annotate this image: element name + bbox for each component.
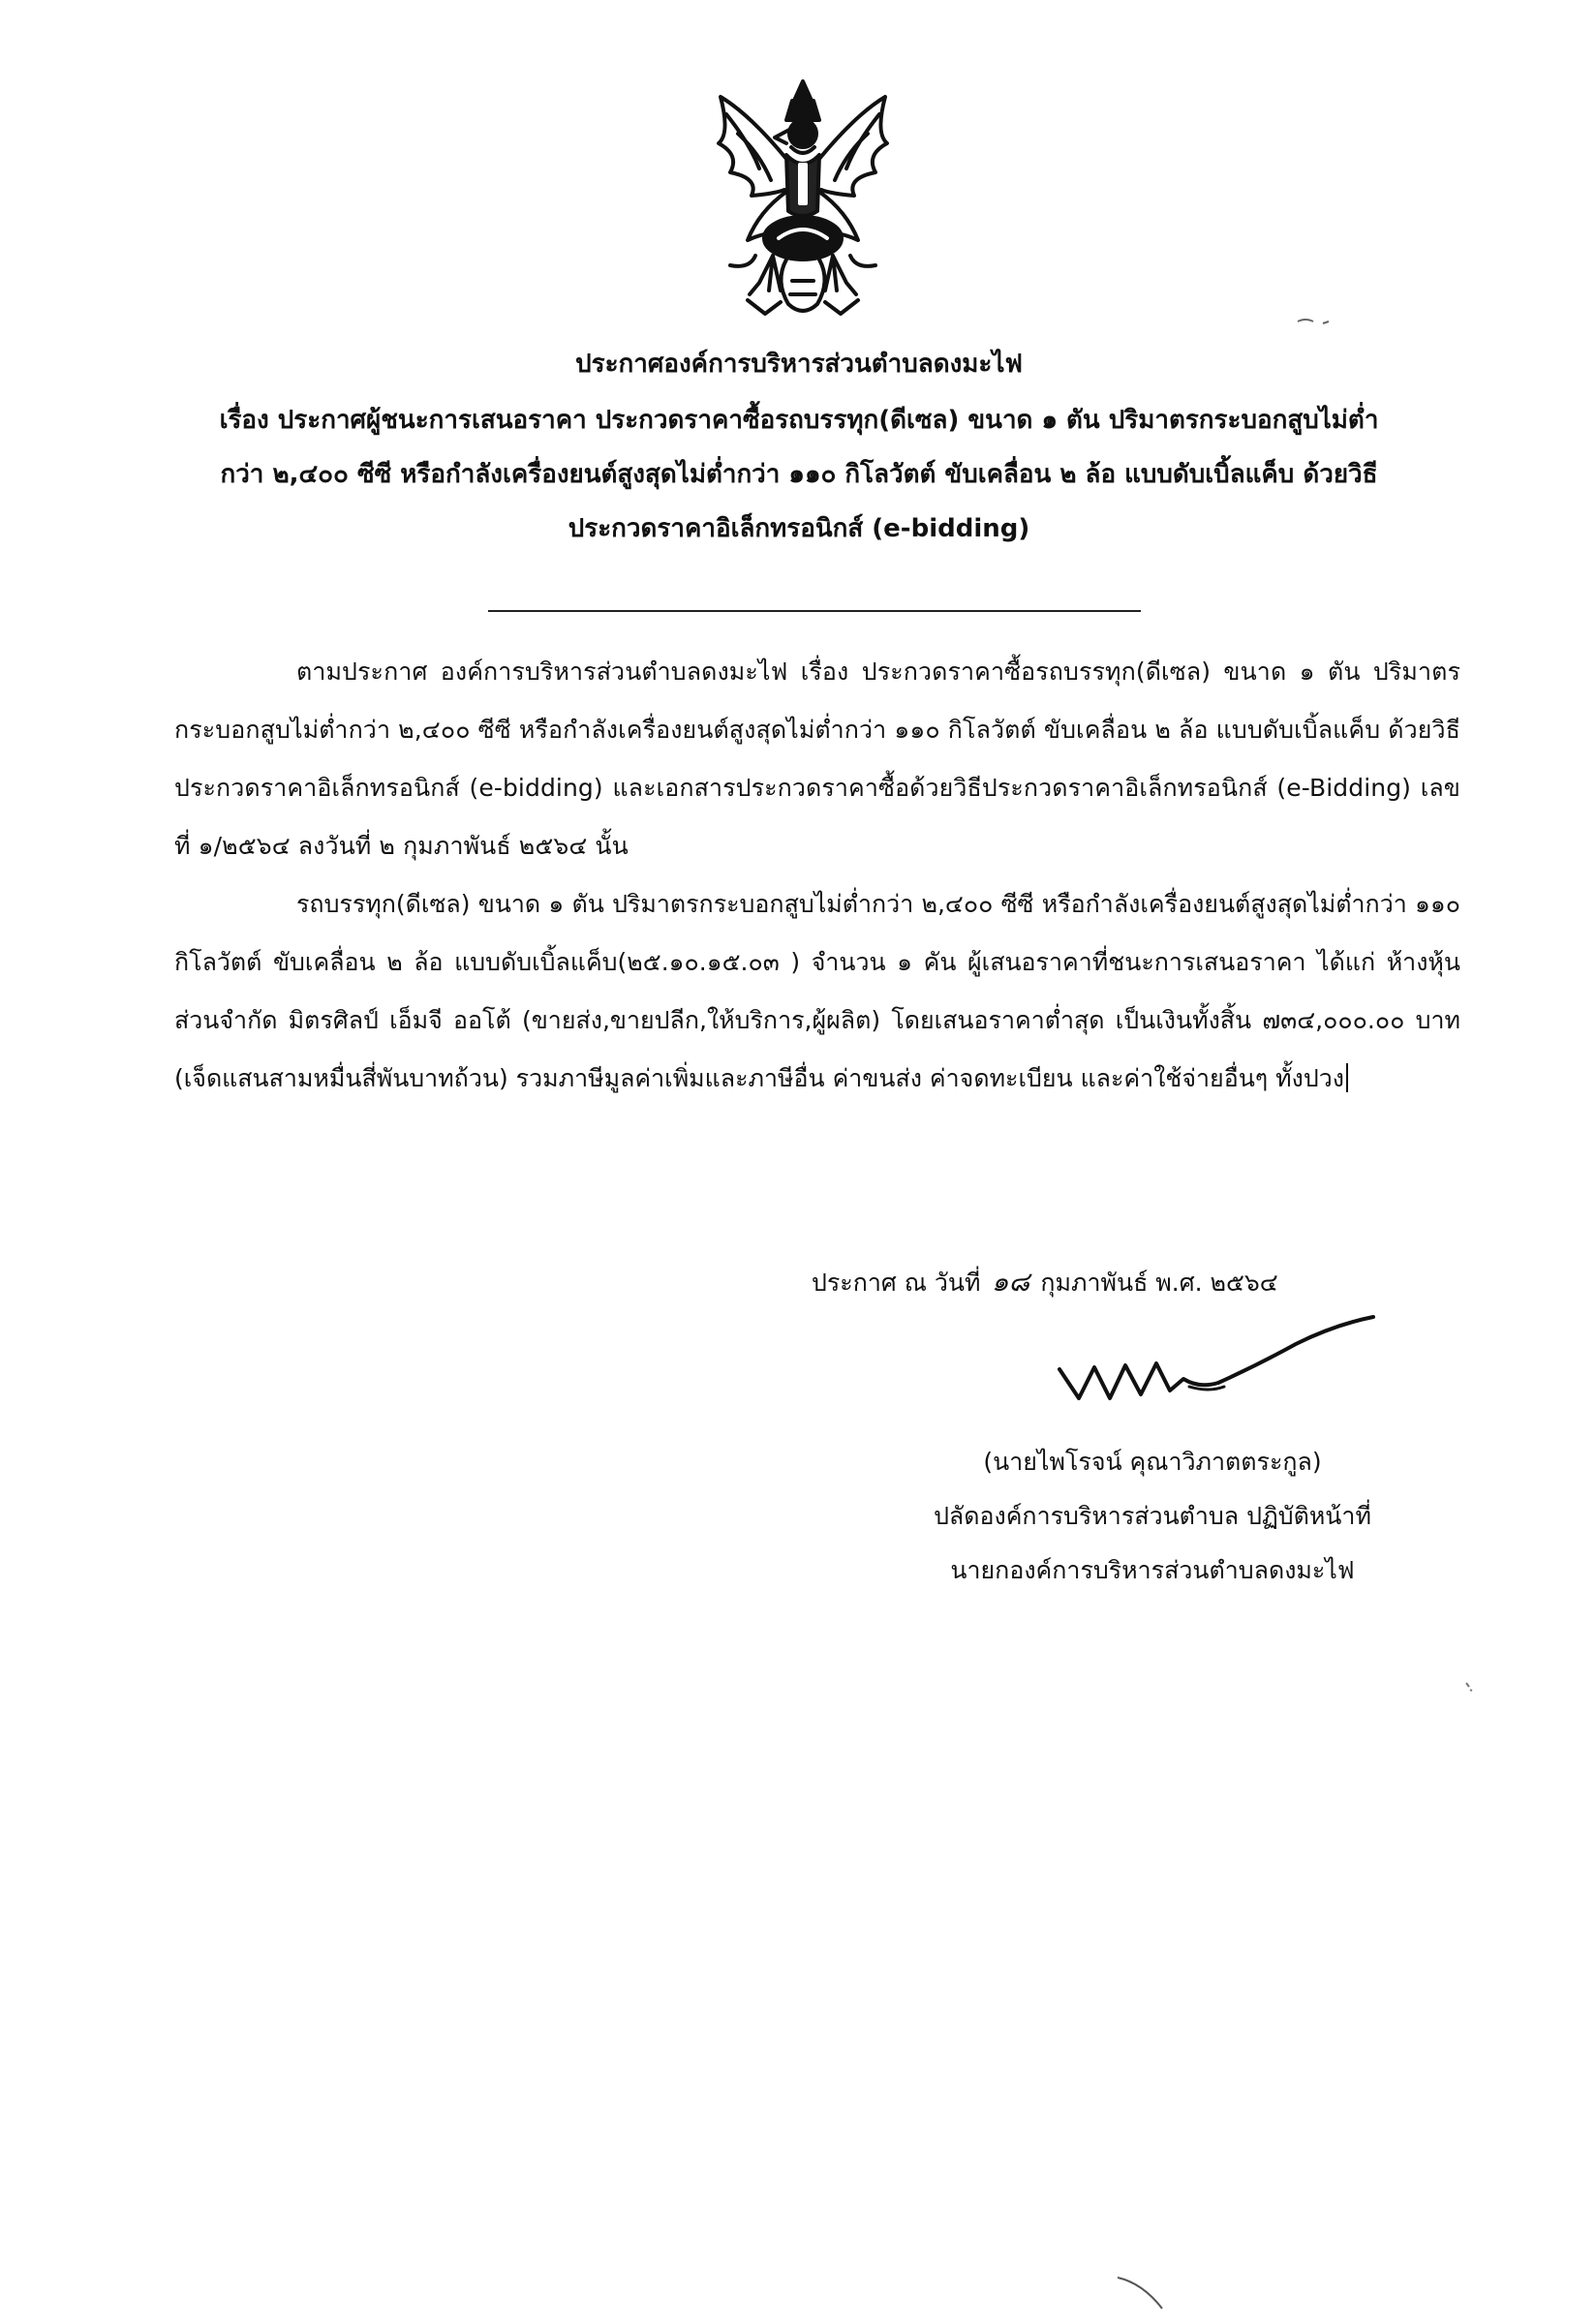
document-body	[174, 643, 1460, 1108]
document-header	[145, 337, 1453, 556]
announce-prefix: ประกาศ ณ วันที่	[812, 1269, 981, 1297]
body-paragraph	[174, 643, 1460, 875]
header-divider	[488, 610, 1141, 612]
subject-line: เรื่อง ประกาศผู้ชนะการเสนอราคา ประกวดราคาซื้อรถบรรทุก(ดีเซล) ขนาด ๑ ตัน ปริมาตรกระบอกสูบไม่ต่ำ	[219, 406, 1379, 435]
handwritten-signature-icon	[1054, 1311, 1383, 1427]
signatory-position: ปลัดองค์การบริหารส่วนตำบล ปฏิบัติหน้าที่	[934, 1502, 1371, 1530]
document-title: ประกาศองค์การบริหารส่วนตำบลดงมะไฟ	[575, 350, 1023, 379]
paragraph-text: รถบรรทุก(ดีเซล) ขนาด ๑ ตัน ปริมาตรกระบอกสูบไม่ต่ำกว่า ๒,๔๐๐ ซีซี หรือกำลังเครื่องยนต์สูงสุดไม่ต่ำกว่า ๑๑๐ กิโลวัตต์ ขับเคลื่อน ๒ ล้อ แบบดับเบิ้ลแค็บ(๒๕.๑๐.๑๕.๐๓ ) จำนวน ๑ คัน ผู้เสนอราคาที่ชนะการเสนอราคา ได้แก่ ห้างหุ้นส่วนจำกัด มิตรศิลป์ เอ็มจี ออโต้ (ขายส่ง,ขายปลีก,ให้บริการ,ผู้ผลิต) โดยเสนอราคาต่ำสุด เป็นเงินทั้งสิ้น ๗๓๔,๐๐๐.๐๐ บาท (เจ็ดแสนสามหมื่นสี่พันบาทถ้วน) รวมภาษีมูลค่าเพิ่มและภาษีอื่น ค่าขนส่ง ค่าจดทะเบียน และค่าใช้จ่ายอื่นๆ ทั้งปวง	[174, 890, 1460, 1092]
signatory-block	[852, 1435, 1453, 1598]
announcement-date	[812, 1255, 1489, 1310]
text-cursor	[1346, 1063, 1348, 1092]
scan-speck-mark	[1464, 1681, 1474, 1693]
announce-month-year: กุมภาพันธ์ พ.ศ. ๒๕๖๔	[1040, 1269, 1278, 1297]
scan-speck-mark	[1296, 316, 1335, 327]
signatory-position: นายกองค์การบริหารส่วนตำบลดงมะไฟ	[950, 1556, 1355, 1584]
paragraph-text: ตามประกาศ องค์การบริหารส่วนตำบลดงมะไฟ เรื่อง ประกวดราคาซื้อรถบรรทุก(ดีเซล) ขนาด ๑ ตัน ปริมาตรกระบอกสูบไม่ต่ำกว่า ๒,๔๐๐ ซีซี หรือกำลังเครื่องยนต์สูงสุดไม่ต่ำกว่า ๑๑๐ กิโลวัตต์ ขับเคลื่อน ๒ ล้อ แบบดับเบิ้ลแค็บ ด้วยวิธีประกวดราคาอิเล็กทรอนิกส์ (e-bidding) และเอกสารประกวดราคาซื้อด้วยวิธีประกวดราคาอิเล็กทรอนิกส์ (e-Bidding) เลขที่ ๑/๒๕๖๔ ลงวันที่ ๒ กุมภาพันธ์ ๒๕๖๔ นั้น	[174, 657, 1460, 860]
body-paragraph	[174, 875, 1460, 1108]
signatory-name: (นายไพโรจน์ คุณาวิภาตตระกูล)	[983, 1448, 1322, 1476]
scan-speck-mark	[1114, 2274, 1172, 2312]
garuda-emblem-icon	[691, 76, 914, 323]
subject-line: ประกวดราคาอิเล็กทรอนิกส์ (e-bidding)	[568, 514, 1030, 543]
announce-day: ๑๘	[991, 1266, 1030, 1298]
subject-line: กว่า ๒,๔๐๐ ซีซี หรือกำลังเครื่องยนต์สูงสุดไม่ต่ำกว่า ๑๑๐ กิโลวัตต์ ขับเคลื่อน ๒ ล้อ แบบดับเบิ้ลแค็บ ด้วยวิธี	[220, 460, 1378, 489]
